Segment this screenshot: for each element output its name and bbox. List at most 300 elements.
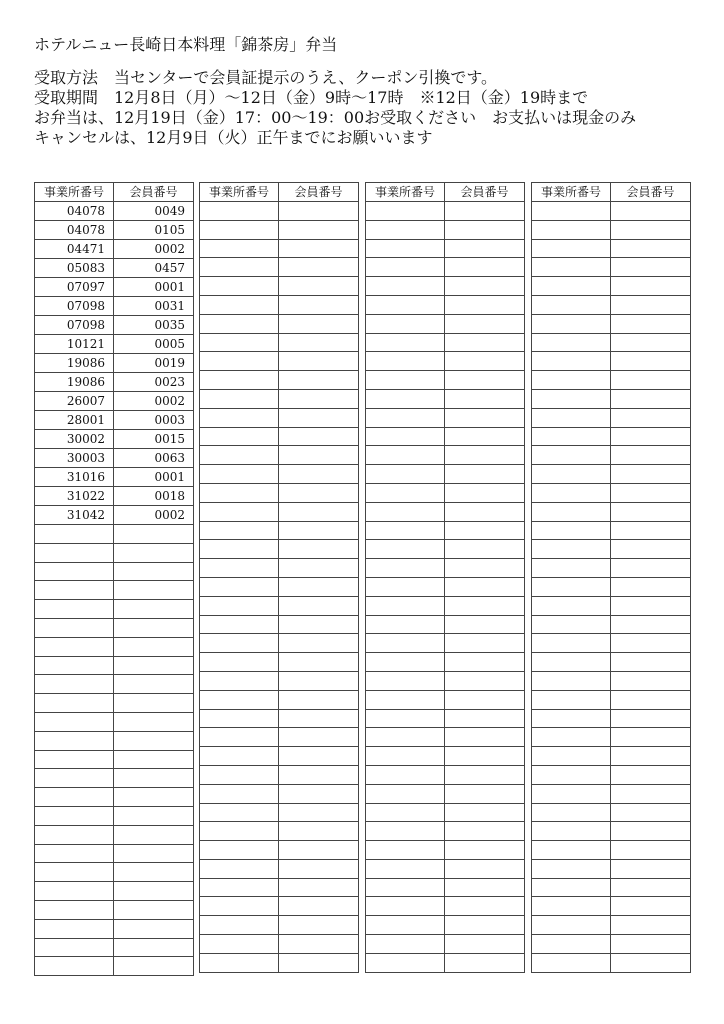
office-no-cell xyxy=(200,465,279,484)
member-no-header: 会員番号 xyxy=(445,183,525,202)
member-no-cell xyxy=(279,859,359,878)
office-no-cell xyxy=(366,446,445,465)
office-no-cell xyxy=(366,371,445,390)
table-row xyxy=(35,316,194,335)
office-no-cell xyxy=(366,615,445,634)
member-no-cell xyxy=(611,709,691,728)
office-no-cell xyxy=(532,709,611,728)
table-row xyxy=(366,465,525,484)
member-no-cell xyxy=(279,202,359,221)
member-no-cell xyxy=(279,878,359,897)
office-no-cell xyxy=(35,863,114,882)
table-row xyxy=(532,765,691,784)
member-no-cell: 0035 xyxy=(114,316,194,335)
member-no-cell xyxy=(279,446,359,465)
office-no-cell xyxy=(200,389,279,408)
office-no-cell: 28001 xyxy=(35,411,114,430)
member-no-cell xyxy=(611,371,691,390)
member-no-cell xyxy=(445,277,525,296)
member-no-cell xyxy=(611,596,691,615)
table-row xyxy=(366,803,525,822)
office-no-cell xyxy=(366,465,445,484)
office-no-cell: 30002 xyxy=(35,430,114,449)
member-no-cell xyxy=(445,859,525,878)
office-no-cell xyxy=(532,803,611,822)
table-row xyxy=(35,769,194,788)
office-no-cell xyxy=(366,765,445,784)
table-row xyxy=(200,634,359,653)
member-no-cell xyxy=(114,731,194,750)
member-no-cell xyxy=(114,637,194,656)
office-no-cell xyxy=(200,709,279,728)
table-row xyxy=(35,957,194,976)
member-no-cell xyxy=(445,615,525,634)
table-row xyxy=(200,502,359,521)
office-no-cell xyxy=(35,731,114,750)
office-no-cell xyxy=(200,559,279,578)
table-row xyxy=(532,427,691,446)
table-row xyxy=(35,202,194,221)
table-row xyxy=(200,784,359,803)
table-row xyxy=(200,540,359,559)
member-no-cell xyxy=(114,882,194,901)
table-row xyxy=(532,295,691,314)
table-body xyxy=(35,202,194,976)
office-no-cell xyxy=(200,671,279,690)
member-no-cell xyxy=(611,202,691,221)
office-no-cell xyxy=(532,258,611,277)
office-no-cell xyxy=(532,784,611,803)
office-no-cell xyxy=(200,784,279,803)
table-row xyxy=(366,841,525,860)
office-no-cell xyxy=(366,521,445,540)
member-no-cell xyxy=(611,521,691,540)
table-row xyxy=(35,731,194,750)
member-no-cell: 0002 xyxy=(114,506,194,525)
table-row xyxy=(366,427,525,446)
table-row xyxy=(200,859,359,878)
office-no-cell xyxy=(200,483,279,502)
table-row xyxy=(366,916,525,935)
table-body xyxy=(366,202,525,973)
office-no-cell: 07098 xyxy=(35,297,114,316)
table-row xyxy=(532,559,691,578)
member-no-cell: 0023 xyxy=(114,373,194,392)
table-row xyxy=(35,637,194,656)
table-row xyxy=(35,411,194,430)
office-no-cell xyxy=(532,408,611,427)
office-no-cell xyxy=(200,878,279,897)
member-no-cell: 0003 xyxy=(114,411,194,430)
member-no-cell xyxy=(279,389,359,408)
table-row xyxy=(532,634,691,653)
member-no-cell xyxy=(114,844,194,863)
info-line-bento-pickup: お弁当は、12月19日（金）17：00～19：00お受取ください お支払いは現金のみ xyxy=(34,108,637,127)
office-no-cell xyxy=(532,765,611,784)
office-no-cell xyxy=(200,765,279,784)
member-no-cell xyxy=(445,653,525,672)
member-no-cell xyxy=(279,239,359,258)
office-no-cell xyxy=(366,314,445,333)
office-no-cell xyxy=(200,446,279,465)
member-no-cell xyxy=(611,897,691,916)
member-no-cell xyxy=(611,859,691,878)
table-row xyxy=(532,878,691,897)
table-row xyxy=(200,841,359,860)
member-no-cell xyxy=(611,427,691,446)
member-no-cell xyxy=(445,803,525,822)
table-row xyxy=(366,634,525,653)
member-no-cell xyxy=(279,559,359,578)
office-no-cell xyxy=(200,897,279,916)
table-header-row xyxy=(200,183,359,202)
member-table-1 xyxy=(34,182,194,976)
office-no-cell xyxy=(532,841,611,860)
member-no-cell xyxy=(279,709,359,728)
member-no-cell xyxy=(279,916,359,935)
table-row xyxy=(532,465,691,484)
table-row xyxy=(366,728,525,747)
office-no-header: 事業所番号 xyxy=(532,183,611,202)
member-no-cell xyxy=(611,314,691,333)
member-no-cell xyxy=(445,483,525,502)
member-no-cell xyxy=(611,540,691,559)
table-row xyxy=(35,900,194,919)
table-row xyxy=(366,295,525,314)
office-no-cell xyxy=(532,615,611,634)
member-no-cell xyxy=(611,277,691,296)
member-no-cell xyxy=(279,314,359,333)
office-no-cell xyxy=(35,882,114,901)
table-row xyxy=(532,596,691,615)
office-no-cell xyxy=(200,728,279,747)
member-no-cell xyxy=(114,750,194,769)
member-no-cell xyxy=(445,427,525,446)
table-row xyxy=(35,335,194,354)
member-no-cell xyxy=(445,709,525,728)
member-no-cell xyxy=(445,314,525,333)
office-no-cell xyxy=(366,577,445,596)
table-row xyxy=(200,765,359,784)
table-row xyxy=(366,577,525,596)
office-no-cell xyxy=(366,333,445,352)
table-row xyxy=(200,709,359,728)
table-row xyxy=(366,709,525,728)
member-no-header: 会員番号 xyxy=(279,183,359,202)
table-row xyxy=(200,427,359,446)
office-no-cell xyxy=(35,938,114,957)
member-no-cell xyxy=(445,690,525,709)
table-row xyxy=(35,938,194,957)
office-no-cell xyxy=(200,690,279,709)
office-no-cell: 19086 xyxy=(35,373,114,392)
table-row xyxy=(532,408,691,427)
member-no-cell xyxy=(611,389,691,408)
member-no-cell: 0002 xyxy=(114,240,194,259)
office-no-cell xyxy=(200,653,279,672)
member-no-cell xyxy=(114,806,194,825)
info-block xyxy=(34,68,636,148)
office-no-cell xyxy=(532,465,611,484)
member-no-cell xyxy=(279,690,359,709)
office-no-cell xyxy=(366,841,445,860)
table-row xyxy=(532,690,691,709)
table-row xyxy=(532,314,691,333)
table-row xyxy=(532,521,691,540)
table-row xyxy=(532,728,691,747)
member-no-cell: 0002 xyxy=(114,392,194,411)
table-row xyxy=(200,483,359,502)
table-row xyxy=(366,389,525,408)
office-no-header: 事業所番号 xyxy=(35,183,114,202)
table-row xyxy=(35,600,194,619)
office-no-header: 事業所番号 xyxy=(366,183,445,202)
table-row xyxy=(200,521,359,540)
table-row xyxy=(35,825,194,844)
member-no-cell: 0001 xyxy=(114,278,194,297)
office-no-cell xyxy=(35,637,114,656)
member-no-cell xyxy=(445,841,525,860)
member-no-cell xyxy=(445,935,525,954)
table-row xyxy=(200,615,359,634)
member-no-cell xyxy=(279,408,359,427)
table-row xyxy=(366,446,525,465)
table-row xyxy=(35,618,194,637)
member-no-cell xyxy=(445,239,525,258)
table-row xyxy=(35,863,194,882)
table-row xyxy=(200,371,359,390)
table-row xyxy=(366,765,525,784)
table-row xyxy=(532,277,691,296)
office-no-cell xyxy=(200,577,279,596)
office-no-cell: 31016 xyxy=(35,468,114,487)
office-no-cell xyxy=(35,618,114,637)
table-row xyxy=(532,202,691,221)
office-no-cell xyxy=(35,900,114,919)
member-no-cell: 0018 xyxy=(114,487,194,506)
table-row xyxy=(200,596,359,615)
office-no-cell: 31042 xyxy=(35,506,114,525)
office-no-cell xyxy=(366,295,445,314)
office-no-cell xyxy=(366,596,445,615)
office-no-cell xyxy=(200,521,279,540)
member-no-cell xyxy=(114,525,194,544)
office-no-cell xyxy=(366,953,445,972)
office-no-cell xyxy=(200,596,279,615)
office-no-cell: 04078 xyxy=(35,202,114,221)
office-no-cell: 30003 xyxy=(35,449,114,468)
office-no-cell xyxy=(532,935,611,954)
table-row xyxy=(200,277,359,296)
table-row xyxy=(532,953,691,972)
office-no-cell xyxy=(35,543,114,562)
office-no-cell xyxy=(532,352,611,371)
member-no-cell xyxy=(445,408,525,427)
table-row xyxy=(200,314,359,333)
member-no-cell xyxy=(279,784,359,803)
office-no-cell xyxy=(366,483,445,502)
member-no-cell xyxy=(611,502,691,521)
table-row xyxy=(366,784,525,803)
table-row xyxy=(532,671,691,690)
office-no-cell xyxy=(200,502,279,521)
member-no-cell xyxy=(279,765,359,784)
office-no-cell xyxy=(366,690,445,709)
member-no-cell xyxy=(279,953,359,972)
table-row xyxy=(200,220,359,239)
office-no-cell xyxy=(200,803,279,822)
office-no-cell: 05083 xyxy=(35,259,114,278)
member-no-cell xyxy=(445,371,525,390)
member-no-cell xyxy=(445,822,525,841)
office-no-cell xyxy=(532,897,611,916)
table-row xyxy=(366,690,525,709)
member-no-cell xyxy=(279,540,359,559)
office-no-cell xyxy=(200,277,279,296)
table-row xyxy=(366,202,525,221)
member-no-cell: 0105 xyxy=(114,221,194,240)
office-no-cell xyxy=(532,728,611,747)
office-no-cell xyxy=(200,295,279,314)
table-row xyxy=(35,543,194,562)
member-no-cell xyxy=(611,653,691,672)
table-header-row xyxy=(35,183,194,202)
office-no-cell xyxy=(200,540,279,559)
office-no-cell xyxy=(366,709,445,728)
table-row xyxy=(366,239,525,258)
office-no-cell xyxy=(35,844,114,863)
table-row xyxy=(366,258,525,277)
office-no-cell xyxy=(532,371,611,390)
member-no-cell xyxy=(445,728,525,747)
member-no-cell xyxy=(445,784,525,803)
member-no-cell xyxy=(445,765,525,784)
table-row xyxy=(200,446,359,465)
table-row xyxy=(35,806,194,825)
member-no-cell xyxy=(611,803,691,822)
table-row xyxy=(366,277,525,296)
member-no-cell xyxy=(445,953,525,972)
member-no-cell xyxy=(611,728,691,747)
office-no-cell xyxy=(366,408,445,427)
office-no-cell xyxy=(200,333,279,352)
office-no-cell xyxy=(35,694,114,713)
member-no-cell xyxy=(114,581,194,600)
table-row xyxy=(200,935,359,954)
table-row xyxy=(35,278,194,297)
office-no-cell xyxy=(366,803,445,822)
member-table-3 xyxy=(365,182,525,973)
table-row xyxy=(200,577,359,596)
member-no-cell xyxy=(279,371,359,390)
member-no-cell xyxy=(445,916,525,935)
table-row xyxy=(366,220,525,239)
member-no-cell xyxy=(611,239,691,258)
table-row xyxy=(200,559,359,578)
office-no-cell xyxy=(366,352,445,371)
table-row xyxy=(200,653,359,672)
table-row xyxy=(200,352,359,371)
office-no-cell xyxy=(532,671,611,690)
member-no-cell xyxy=(611,953,691,972)
table-row xyxy=(532,371,691,390)
office-no-cell xyxy=(366,258,445,277)
table-row xyxy=(200,822,359,841)
member-no-cell: 0005 xyxy=(114,335,194,354)
table-row xyxy=(532,841,691,860)
member-no-cell xyxy=(611,634,691,653)
member-no-cell xyxy=(445,521,525,540)
member-no-cell xyxy=(114,600,194,619)
table-row xyxy=(366,408,525,427)
office-no-cell xyxy=(200,935,279,954)
member-no-cell xyxy=(445,559,525,578)
table-row xyxy=(200,878,359,897)
table-row xyxy=(35,297,194,316)
table-row xyxy=(532,258,691,277)
office-no-cell xyxy=(200,916,279,935)
office-no-cell xyxy=(532,634,611,653)
office-no-cell xyxy=(200,859,279,878)
office-no-cell xyxy=(532,559,611,578)
member-no-cell xyxy=(279,897,359,916)
member-no-header: 会員番号 xyxy=(611,183,691,202)
table-row xyxy=(532,220,691,239)
member-no-cell xyxy=(445,465,525,484)
table-row xyxy=(366,333,525,352)
office-no-cell xyxy=(366,822,445,841)
table-row xyxy=(35,656,194,675)
office-no-cell: 31022 xyxy=(35,487,114,506)
office-no-cell xyxy=(366,784,445,803)
office-no-cell xyxy=(366,427,445,446)
office-no-cell xyxy=(532,446,611,465)
table-row xyxy=(366,559,525,578)
table-row xyxy=(532,577,691,596)
office-no-cell xyxy=(200,953,279,972)
member-no-cell xyxy=(445,596,525,615)
table-row xyxy=(532,483,691,502)
table-row xyxy=(366,483,525,502)
office-no-cell xyxy=(532,220,611,239)
table-row xyxy=(200,295,359,314)
member-no-cell xyxy=(611,352,691,371)
member-no-cell xyxy=(445,352,525,371)
table-row xyxy=(35,468,194,487)
table-row xyxy=(200,953,359,972)
table-row xyxy=(366,935,525,954)
table-header-row xyxy=(366,183,525,202)
member-no-cell xyxy=(279,521,359,540)
office-no-cell xyxy=(532,333,611,352)
table-row xyxy=(532,859,691,878)
member-no-cell xyxy=(279,333,359,352)
table-row xyxy=(532,709,691,728)
member-no-cell xyxy=(114,957,194,976)
member-no-cell xyxy=(611,747,691,766)
office-no-cell: 19086 xyxy=(35,354,114,373)
member-no-cell xyxy=(279,427,359,446)
office-no-cell xyxy=(532,202,611,221)
member-no-cell: 0015 xyxy=(114,430,194,449)
member-no-cell xyxy=(279,615,359,634)
table-row xyxy=(35,221,194,240)
member-no-cell: 0031 xyxy=(114,297,194,316)
table-row xyxy=(532,784,691,803)
table-row xyxy=(366,953,525,972)
office-no-cell xyxy=(532,502,611,521)
office-no-cell xyxy=(35,525,114,544)
